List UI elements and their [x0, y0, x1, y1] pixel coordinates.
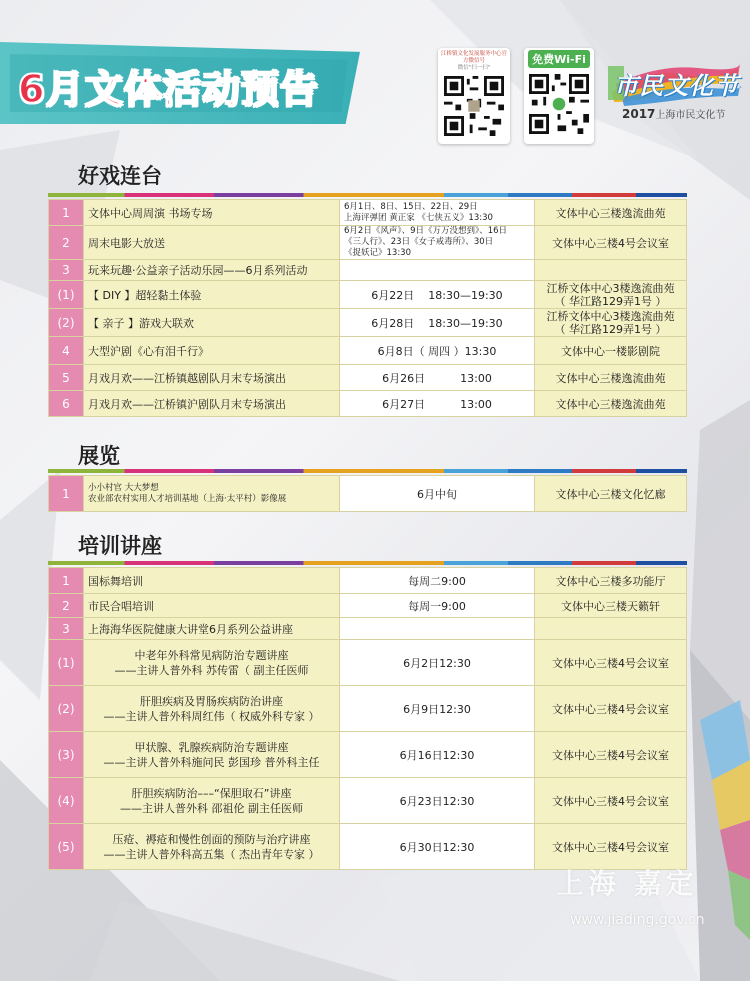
- event-location: [535, 281, 687, 309]
- table-row: [49, 778, 687, 824]
- event-location-text: 江桥文体中心3楼逸流曲苑 （ 华江路129弄1号 ）: [546, 309, 675, 336]
- event-location: 文体中心三楼4号会议室: [535, 686, 687, 732]
- row-number: 6: [49, 391, 84, 417]
- event-time: 6月23日12:30: [340, 778, 535, 824]
- row-number: (3): [49, 732, 84, 778]
- row-number: 4: [49, 337, 84, 365]
- event-name: 玩来玩趣·公益亲子活动乐园——6月系列活动: [84, 260, 340, 281]
- logo-sub-text: 上海市民文化节: [655, 110, 726, 121]
- logo-year: 2017: [622, 107, 656, 121]
- site-watermark-url: www.jiading.gov.cn: [570, 912, 705, 928]
- event-name: [84, 476, 340, 512]
- event-name: 上海海华医院健康大讲堂6月系列公益讲座: [84, 618, 340, 640]
- event-time: [340, 226, 535, 260]
- event-location: 文体中心三楼逸流曲苑: [535, 391, 687, 417]
- event-time: 6月30日12:30: [340, 824, 535, 870]
- event-location: 文体中心三楼4号会议室: [535, 732, 687, 778]
- event-location: 文体中心三楼逸流曲苑: [535, 200, 687, 226]
- event-name: 月戏月欢——江桥镇沪剧队月末专场演出: [84, 391, 340, 417]
- event-name-text: 甲状腺、乳腺疾病防治专题讲座 ——主讲人普外科施问民 彭国珍 普外科主任: [103, 740, 320, 769]
- event-location: 文体中心三楼4号会议室: [535, 226, 687, 260]
- event-name: 市民合唱培训: [84, 594, 340, 618]
- event-name: 文体中心周周演 书场专场: [84, 200, 340, 226]
- event-location: 文体中心三楼4号会议室: [535, 640, 687, 686]
- section-divider-training: [48, 561, 687, 565]
- event-time: 每周一9:00: [340, 594, 535, 618]
- event-name-text: 压疮、褥疮和慢性创面的预防与治疗讲座 ——主讲人普外科高五集（ 杰出青年专家 ）: [103, 832, 320, 861]
- event-name: [84, 778, 340, 824]
- table-row: [49, 686, 687, 732]
- table-row: [49, 568, 687, 594]
- exhibition-schedule-table: [48, 475, 687, 512]
- event-name: 周末电影大放送: [84, 226, 340, 260]
- row-number: 5: [49, 365, 84, 391]
- event-location: 文体中心一楼影剧院: [535, 337, 687, 365]
- drama-schedule-table: [48, 199, 687, 417]
- logo-subtitle: [622, 106, 725, 121]
- row-number: 1: [49, 200, 84, 226]
- event-time: 每周二9:00: [340, 568, 535, 594]
- row-number: 3: [49, 618, 84, 640]
- event-name-text: 小小村官 大大梦想 农业部农村实用人才培训基地（上海·太平村）影像展: [88, 482, 287, 504]
- table-row: [49, 200, 687, 226]
- site-watermark: 上海 嘉定: [556, 867, 698, 900]
- table-row: [49, 640, 687, 686]
- wechat-qr-card: [438, 48, 510, 144]
- wechat-qr-code-icon: [444, 75, 504, 137]
- wifi-qr-code-icon: [529, 71, 589, 137]
- event-time: 6月中旬: [340, 476, 535, 512]
- table-row: [49, 618, 687, 640]
- event-name: 月戏月欢——江桥镇越剧队月末专场演出: [84, 365, 340, 391]
- table-row: [49, 281, 687, 309]
- event-time: 6月22日 18:30—19:30: [340, 281, 535, 309]
- event-time-text: 6月2日《风声》、9日《万万没想到》、16日 《三人行》、23日《女子戒毒所》、30日 《捉妖记》13:30: [344, 226, 508, 258]
- event-time: 6月26日 13:00: [340, 365, 535, 391]
- event-name: 【 亲子 】游戏大联欢: [84, 309, 340, 337]
- event-name: [84, 686, 340, 732]
- row-number: (5): [49, 824, 84, 870]
- event-location: [535, 618, 687, 640]
- event-time: [340, 200, 535, 226]
- event-location: 文体中心三楼文化忆廊: [535, 476, 687, 512]
- event-location-text: 江桥文体中心3楼逸流曲苑 （ 华江路129弄1号 ）: [546, 281, 675, 308]
- event-time: 6月16日12:30: [340, 732, 535, 778]
- section-title-exhibition: 展览: [78, 444, 120, 468]
- event-name: 【 DIY 】超轻黏土体验: [84, 281, 340, 309]
- event-time: 6月9日12:30: [340, 686, 535, 732]
- table-row: [49, 309, 687, 337]
- event-location: 文体中心三楼天籁轩: [535, 594, 687, 618]
- event-time: 6月27日 13:00: [340, 391, 535, 417]
- event-name-text: 肝胆疾病及胃肠疾病防治讲座 ——主讲人普外科周红伟（ 权威外科专家 ）: [103, 694, 320, 723]
- row-number: (1): [49, 281, 84, 309]
- event-time: 6月2日12:30: [340, 640, 535, 686]
- section-title-drama: 好戏连台: [78, 164, 162, 188]
- table-row: [49, 365, 687, 391]
- qr-caption-line1: 江桥镇文化发展服务中心官方微信号: [440, 51, 507, 64]
- culture-festival-logo: [608, 62, 743, 132]
- event-time: 6月8日（ 周四 ）13:30: [340, 337, 535, 365]
- event-location: 文体中心三楼4号会议室: [535, 824, 687, 870]
- row-number: (4): [49, 778, 84, 824]
- table-row: [49, 226, 687, 260]
- row-number: (2): [49, 686, 84, 732]
- table-row: [49, 391, 687, 417]
- table-row: [49, 337, 687, 365]
- row-number: (2): [49, 309, 84, 337]
- wifi-qr-card: [524, 48, 594, 144]
- event-name: [84, 824, 340, 870]
- event-time: [340, 618, 535, 640]
- page-title: 6月文体活动预告: [18, 67, 319, 111]
- table-row: [49, 732, 687, 778]
- row-number: 1: [49, 568, 84, 594]
- table-row: [49, 260, 687, 281]
- event-name: 大型沪剧《心有泪千行》: [84, 337, 340, 365]
- row-number: 2: [49, 226, 84, 260]
- event-location: 文体中心三楼多功能厅: [535, 568, 687, 594]
- section-divider-exhibition: [48, 469, 687, 473]
- table-row: [49, 476, 687, 512]
- training-schedule-table: [48, 567, 687, 870]
- event-time-text: 6月1日、8日、15日、22日、29日 上海评弹团 黄正家 《七侠五义》13:30: [344, 201, 493, 223]
- row-number: 2: [49, 594, 84, 618]
- section-divider-drama: [48, 193, 687, 197]
- row-number: (1): [49, 640, 84, 686]
- wifi-label: 免费Wi-Fi: [528, 50, 590, 68]
- event-time: 6月28日 18:30—19:30: [340, 309, 535, 337]
- event-location: [535, 309, 687, 337]
- row-number: 1: [49, 476, 84, 512]
- section-title-training: 培训讲座: [78, 534, 162, 558]
- event-name: [84, 732, 340, 778]
- event-name-text: 肝胆疾病防治–––“保胆取石”讲座 ——主讲人普外科 邵祖伦 副主任医师: [120, 786, 303, 815]
- event-name: [84, 640, 340, 686]
- qr-caption-line2: 微信"扫一扫": [457, 65, 491, 71]
- event-time: [340, 260, 535, 281]
- logo-text: 市民文化节: [614, 72, 739, 100]
- table-row: [49, 594, 687, 618]
- event-name: 国标舞培训: [84, 568, 340, 594]
- event-location: 文体中心三楼4号会议室: [535, 778, 687, 824]
- event-location: 文体中心三楼逸流曲苑: [535, 365, 687, 391]
- event-name-text: 中老年外科常见病防治专题讲座 ——主讲人普外科 苏传雷（ 副主任医师: [114, 648, 309, 677]
- qr-caption: [438, 48, 510, 72]
- event-location: [535, 260, 687, 281]
- row-number: 3: [49, 260, 84, 281]
